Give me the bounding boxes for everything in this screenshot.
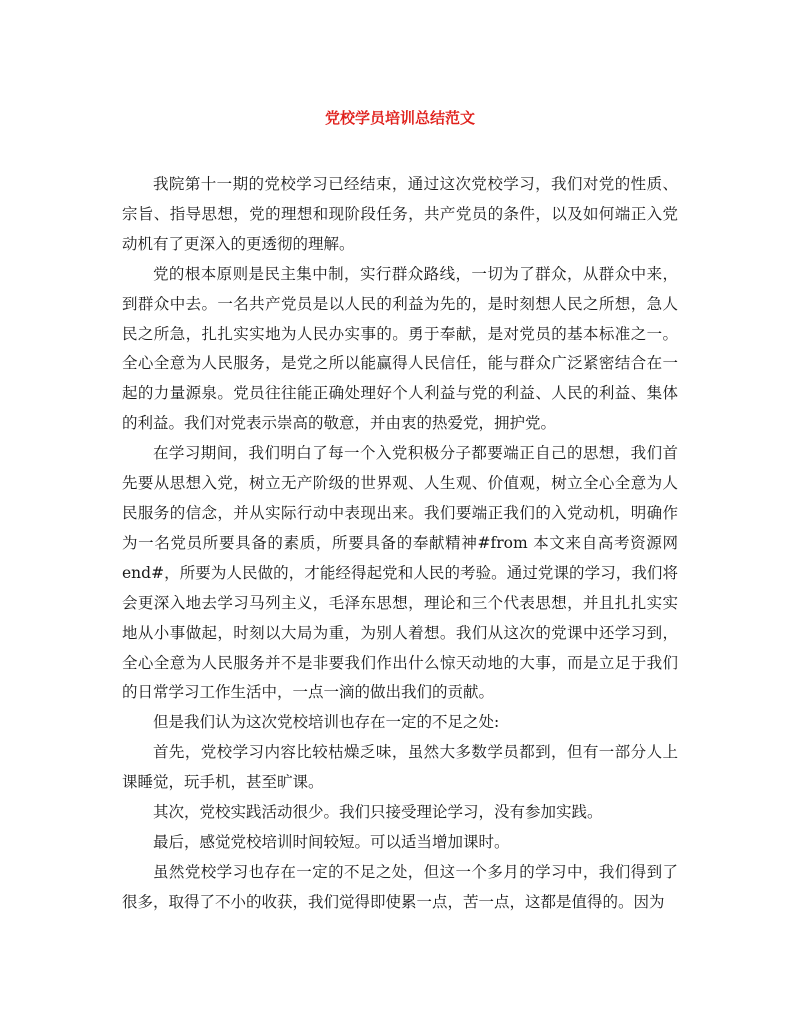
document-title: 党校学员培训总结范文 xyxy=(324,109,475,127)
paragraph-5: 首先，党校学习内容比较枯燥乏味，虽然大多数学员都到，但有一部分人上课睡觉，玩手机，甚至旷课。 xyxy=(122,743,678,792)
document-body xyxy=(122,170,678,918)
paragraph-8: 虽然党校学习也存在一定的不足之处，但这一个多月的学习中，我们得到了很多，取得了不小的收获，我们觉得即使累一点，苦一点，这都是值得的。因为 xyxy=(122,862,678,911)
paragraph-4: 但是我们认为这次党校培训也存在一定的不足之处: xyxy=(153,713,500,732)
paragraph-2: 党的根本原则是民主集中制，实行群众路线，一切为了群众，从群众中来，到群众中去。一名共产党员是以人民的利益为先的，是时刻想人民之所想，急人民之所急，扎扎实实地为人民办实事的。勇于奉献，是对党员的基本标准之一。全心全意为人民服务，是党之所以能赢得人民信任，能与群众广泛紧密结合在一起的力量源泉。党员往往能正确处理好个人利益与党的利益、人民的利益、集体的利益。我们对党表示崇高的敬意，并由衷的热爱党，拥护党。 xyxy=(122,264,678,433)
paragraph-6: 其次，党校实践活动很少。我们只接受理论学习，没有参加实践。 xyxy=(153,803,603,822)
paragraph-3: 在学习期间，我们明白了每一个入党积极分子都要端正自己的思想，我们首先要从思想入党，树立无产阶级的世界观、人生观、价值观，树立全心全意为人民服务的信念，并从实际行动中表现出来。我们要端正我们的入党动机，明确作为一名党员所要具备的素质，所要具备的奉献精神#from 本文来自高考资源网 end#，所要为人民做的，才能经得起党和人民的考验。通过党课的学习，我们将会更深入地去学习马列主义，毛泽东思想，理论和三个代表思想，并且扎扎实实地从小事做起，时刻以大局为重，为别人着想。我们从这次的党课中还学习到，全心全意为人民服务并不是非要我们作出什么惊天动地的大事，而是立足于我们的日常学习工作生活中，一点一滴的做出我们的贡献。 xyxy=(122,444,678,702)
paragraph-1: 我院第十一期的党校学习已经结束，通过这次党校学习，我们对党的性质、宗旨、指导思想，党的理想和现阶段任务，共产党员的条件，以及如何端正入党动机有了更深入的更透彻的理解。 xyxy=(122,175,678,253)
paragraph-7: 最后，感觉党校培训时间较短。可以适当增加课时。 xyxy=(153,832,510,851)
